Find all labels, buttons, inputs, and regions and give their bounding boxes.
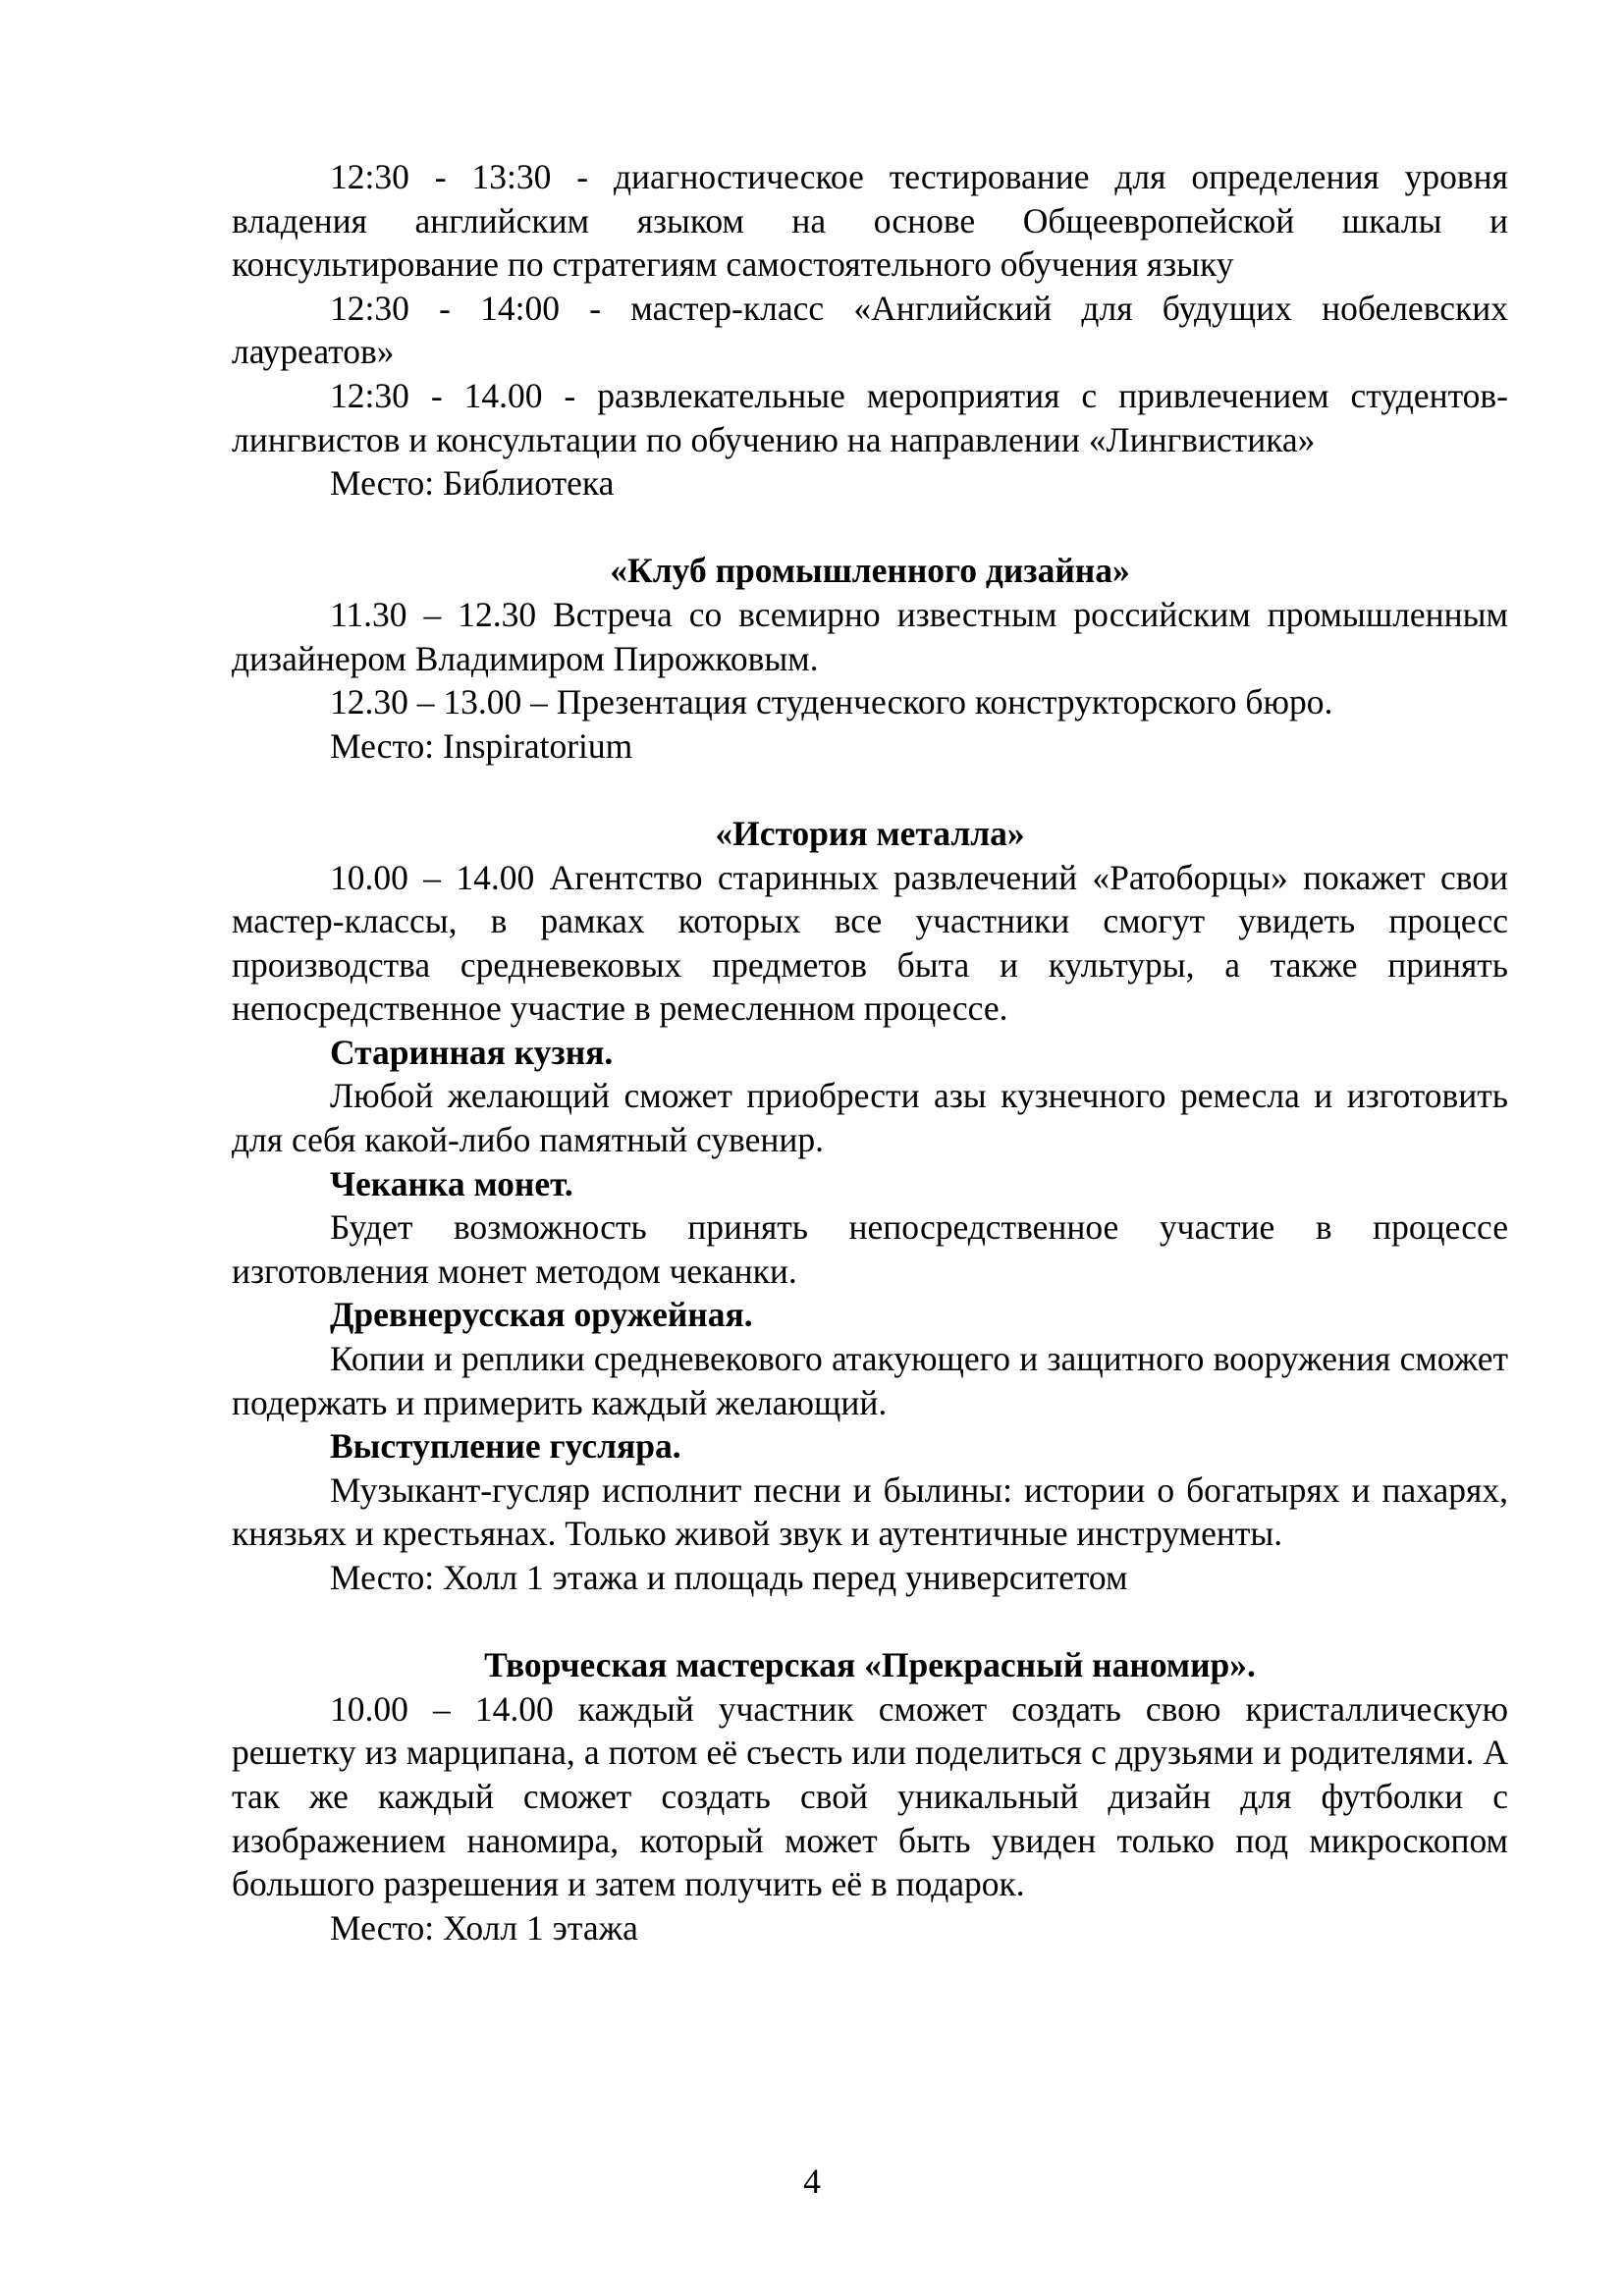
gusli-player-description: Музыкант-гусляр исполнит песни и былины: истории о богатырях и пахарях, князьях и крестьянах. Только живой звук и аутентичные инструменты. xyxy=(232,1469,1508,1554)
section-gap xyxy=(232,768,1508,812)
schedule-testing: 12:30 - 13:30 - диагностическое тестирование для определения уровня владения английским языком на основе Общеевропейской шкалы и консультирование по стратегиям самостоятельного обучения языку xyxy=(232,157,1508,285)
schedule-master-class: 12:30 - 14:00 - мастер-класс «Английский для будущих нобелевских лауреатов» xyxy=(232,288,1508,372)
location-hall: Место: Холл 1 этажа xyxy=(330,1907,638,1948)
section-gap xyxy=(232,506,1508,550)
design-club-presentation: 12.30 – 13.00 – Презентация студенческого конструкторского бюро. xyxy=(330,682,1333,722)
nanoworld-description: 10.00 – 14.00 каждый участник сможет создать свою кристаллическую решетку из марципана, а потом её съесть или поделиться с друзьями и родителями. А так же каждый сможет создать свой уникальный дизайн для футболки с изображением наномира, который может быть увиден только под микроскопом большого разрешения и затем получить её в подарок. xyxy=(232,1688,1508,1904)
section-gap xyxy=(232,1600,1508,1644)
schedule-entertainment: 12:30 - 14.00 - развлекательные мероприятия с привлечением студентов-лингвистов и консультации по обучению на направлении «Лингвистика» xyxy=(232,375,1508,459)
coin-minting-description: Будет возможность принять непосредственное участие в процессе изготовления монет методом чеканки. xyxy=(232,1207,1508,1291)
page-number: 4 xyxy=(803,2162,821,2201)
subheading-coin-minting: Чеканка монет. xyxy=(330,1163,573,1203)
armory-description: Копии и реплики средневекового атакующего и защитного вооружения сможет подержать и примерить каждый желающий. xyxy=(232,1339,1508,1422)
subheading-gusli-player: Выступление гусляра. xyxy=(330,1426,681,1467)
subheading-armory: Древнерусская оружейная. xyxy=(330,1295,753,1335)
subheading-forge: Старинная кузня. xyxy=(330,1032,614,1072)
location-inspiratorium: Место: Inspiratorium xyxy=(330,725,633,766)
section-heading-design-club: «Клуб промышленного дизайна» xyxy=(610,551,1130,591)
forge-description: Любой желающий сможет приобрести азы кузнечного ремесла и изготовить для себя какой-либо памятный сувенир. xyxy=(232,1076,1508,1160)
location-hall-and-square: Место: Холл 1 этажа и площадь перед университетом xyxy=(330,1558,1128,1597)
section-heading-metal-history: «История металла» xyxy=(715,813,1025,853)
section-heading-nanoworld: Творческая мастерская «Прекрасный наномир». xyxy=(484,1645,1256,1685)
location-library: Место: Библиотека xyxy=(330,463,615,504)
metal-history-description: 10.00 – 14.00 Агентство старинных развлечений «Ратоборцы» покажет свои мастер-классы, в рамках которых все участники смогут увидеть процесс производства средневековых предметов быта и культуры, а также принять непосредственное участие в ремесленном процессе. xyxy=(232,857,1508,1029)
design-club-meeting: 11.30 – 12.30 Встреча со всемирно известным российским промышленным дизайнером Владимиром Пирожковым. xyxy=(232,594,1508,678)
document-page xyxy=(232,155,1508,1949)
